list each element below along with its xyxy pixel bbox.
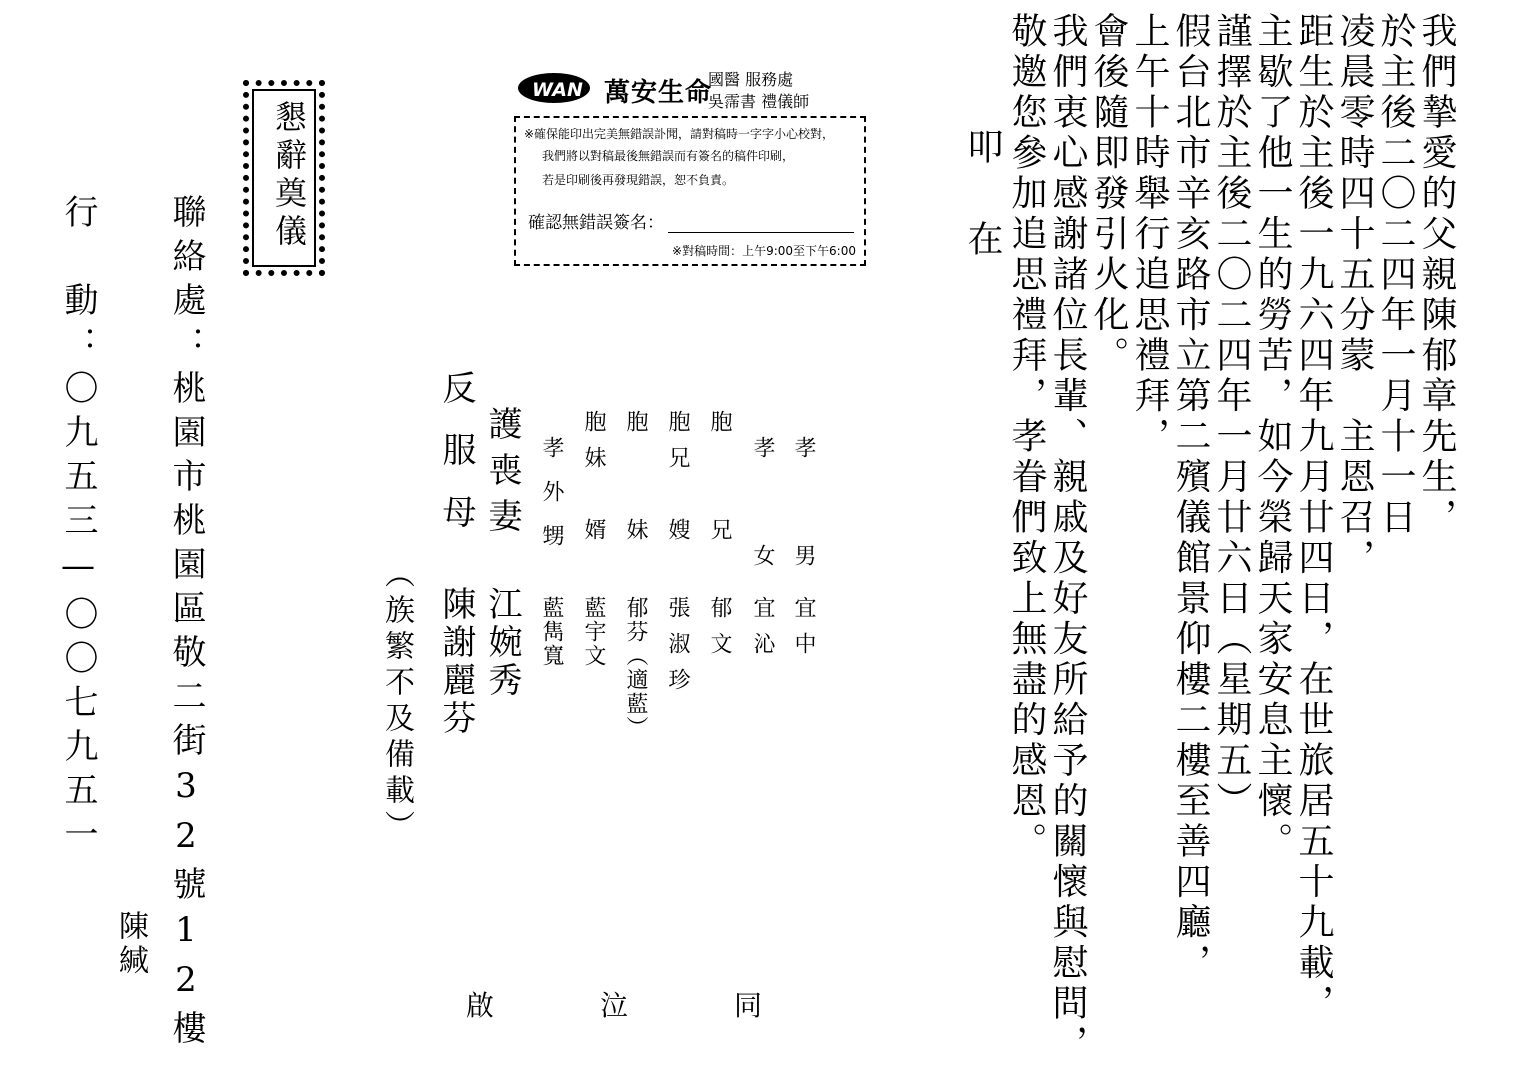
funeral-company-logo [514,64,874,114]
omission-remark: （族繁不及備載） [379,558,414,846]
brand-name: 萬安生命 [604,78,713,108]
obituary-line-5: 主歇了他一生的勞苦，如今榮歸天家安息主懷。 [1252,12,1293,863]
signature-row [528,208,854,233]
mother-title: 反服母 [436,370,476,556]
family-title-son: 孝 男 [791,436,816,580]
family-title-elder-brother: 胞 兄 [707,410,732,554]
logo-mark-text: WAN [532,79,583,101]
notice-line-1: ※確保能印出完美無錯誤訃聞，請對稿時一字字小心校對， [524,127,835,141]
family-name-younger-sister: 郁芬（適藍） [623,596,648,740]
closing-remark: 叩 在 [962,128,1003,266]
family-title-brother-in-law: 胞妹 婿 [581,410,606,554]
family-title-nephew: 孝外甥 [539,436,564,568]
bottom-char-3: 同 [734,989,763,1022]
spouse-title: 護喪妻 [482,406,522,544]
obituary-line-10: 我們衷心感謝諸位長輩、親戚及好友所給予的關懷與慰問， [1047,12,1088,1065]
obituary-line-6: 謹擇於主後二〇二四年一月廿六日（星期五） [1211,12,1252,822]
declining-offerings-text: 懇辭奠儀 [270,100,308,252]
family-name-elder-brother: 郁文 [707,596,732,668]
family-name-nephew: 藍雋寬 [539,596,564,668]
obituary-line-4: 距生於主後一九六四年九月廿四日，在世旅居五十九載， [1293,12,1334,1025]
signature-label: 確認無錯誤簽名： [528,213,664,233]
family-name-brother-in-law: 藍宇文 [581,596,606,668]
bottom-char-1: 啟 [466,989,495,1022]
bottom-char-2: 泣 [600,989,629,1022]
family-title-younger-sister: 胞 妹 [623,410,648,554]
obituary-line-11: 敬邀您參加追思禮拜，孝眷們致上無盡的感恩。 [1006,12,1047,863]
mother-name: 陳謝麗芬 [436,586,476,738]
notice-line-2: 我們將以對稿最後無錯誤而有簽名的稿件印刷， [542,149,795,163]
obituary-line-1: 我們摯愛的父親陳郁章先生， [1416,12,1457,539]
family-title-daughter: 孝 女 [750,436,775,580]
obituary-line-7: 假台北市辛亥路市立第二殯儀館景仰樓二樓至善四廳， [1170,12,1211,984]
proofing-hours: ※對稿時間：上午9:00至下午6:00 [672,244,856,258]
obituary-line-2: 於主後二〇二四年一月十一日 [1375,12,1416,539]
sender-seal: 陳緘 [113,910,148,978]
family-name-daughter: 宜沁 [750,596,775,668]
signature-field[interactable] [668,218,854,233]
family-name-son: 宜中 [791,596,816,668]
spouse-name: 江婉秀 [482,586,522,700]
obituary-line-9: 會後隨即發引火化。 [1088,12,1129,377]
contact-mobile: 行 動：〇九五三—〇〇七九五一 [58,194,98,860]
notice-line-3: 若是印刷後再發現錯誤，恕不負責。 [542,173,735,187]
wan-logo-icon [516,66,598,110]
family-name-sister-in-law: 張淑珍 [665,596,690,704]
contact-address: 聯絡處：桃園市桃園區敬二街32號12樓 [166,194,206,1054]
obituary-line-3: 凌晨零時四十五分蒙 主恩召， [1334,12,1375,579]
obituary-line-8: 上午十時舉行追思禮拜， [1129,12,1170,458]
ceremony-director: 吳霈書 禮儀師 [708,92,810,111]
family-title-sister-in-law: 胞兄 嫂 [665,410,690,554]
proofreading-notice [514,116,866,266]
service-office: 國醫 服務處 [708,70,794,89]
